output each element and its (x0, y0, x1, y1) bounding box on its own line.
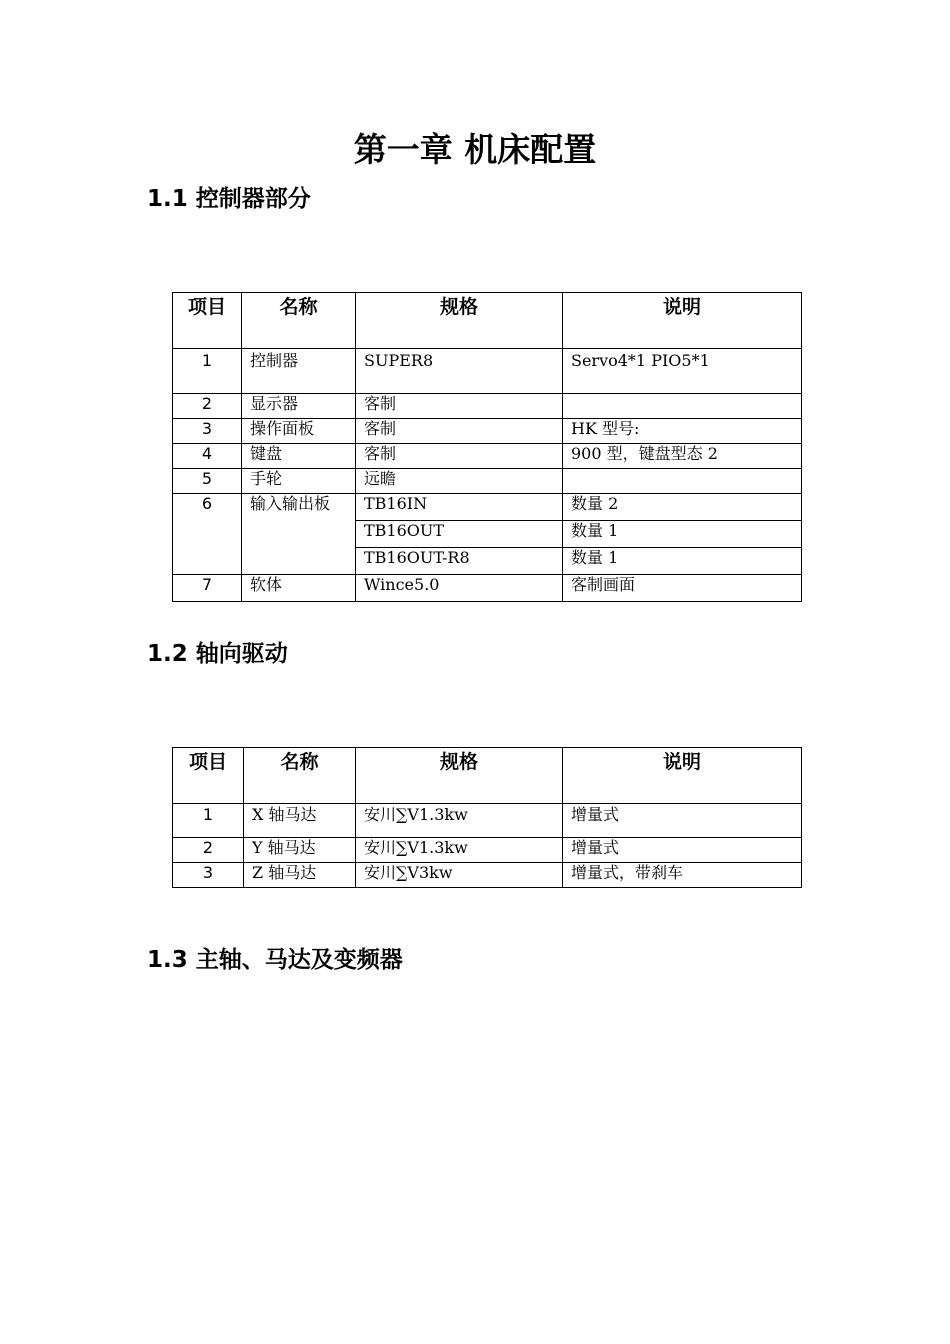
table-row (173, 863, 802, 888)
cell-spec: 安川∑V3kw (356, 863, 563, 888)
table-row (173, 804, 802, 838)
table-row (173, 575, 802, 602)
chapter-title: 第一章 机床配置 (353, 130, 597, 169)
cell-spec: 远瞻 (356, 469, 563, 494)
table-row (173, 838, 802, 863)
cell-name: 操作面板 (242, 419, 356, 444)
axis-drive-table (172, 747, 802, 888)
cell-spec: SUPER8 (356, 349, 563, 394)
controller-table (172, 292, 802, 602)
cell-note: 数量 1 (563, 548, 802, 575)
cell-note: HK 型号: (563, 419, 802, 444)
cell-no: 6 (173, 494, 242, 575)
table-header-row (173, 293, 802, 349)
cell-no: 7 (173, 575, 242, 602)
cell-spec: 安川∑V1.3kw (356, 804, 563, 838)
cell-no: 3 (173, 419, 242, 444)
cell-note: Servo4*1 PIO5*1 (563, 349, 802, 394)
header-note: 说明 (563, 293, 802, 349)
cell-spec: TB16OUT (356, 521, 563, 548)
cell-spec: 客制 (356, 444, 563, 469)
table-row (173, 444, 802, 469)
header-item: 项目 (173, 293, 242, 349)
cell-note: 增量式，带刹车 (563, 863, 802, 888)
cell-no: 4 (173, 444, 242, 469)
cell-no: 5 (173, 469, 242, 494)
cell-note: 增量式 (563, 804, 802, 838)
table-row (173, 469, 802, 494)
cell-name: 软体 (242, 575, 356, 602)
section-heading-spindle: 1.3 主轴、马达及变频器 (147, 947, 403, 973)
table-header-row (173, 748, 802, 804)
cell-spec: Wince5.0 (356, 575, 563, 602)
cell-spec: 安川∑V1.3kw (356, 838, 563, 863)
cell-name: X 轴马达 (244, 804, 356, 838)
cell-note: 数量 1 (563, 521, 802, 548)
header-name: 名称 (244, 748, 356, 804)
cell-name: 手轮 (242, 469, 356, 494)
section-heading-controller: 1.1 控制器部分 (147, 186, 311, 212)
cell-spec: 客制 (356, 419, 563, 444)
table-row (173, 349, 802, 394)
header-note: 说明 (563, 748, 802, 804)
table-row (173, 494, 802, 521)
cell-no: 1 (173, 349, 242, 394)
header-spec: 规格 (356, 293, 563, 349)
cell-note (563, 469, 802, 494)
cell-note: 数量 2 (563, 494, 802, 521)
cell-no: 2 (173, 838, 244, 863)
cell-name: Y 轴马达 (244, 838, 356, 863)
cell-name: 输入输出板 (242, 494, 356, 575)
cell-spec: TB16IN (356, 494, 563, 521)
cell-note (563, 394, 802, 419)
cell-name: 显示器 (242, 394, 356, 419)
table-row (173, 394, 802, 419)
cell-no: 3 (173, 863, 244, 888)
section-heading-axis-drive: 1.2 轴向驱动 (147, 641, 288, 667)
header-item: 项目 (173, 748, 244, 804)
cell-note: 客制画面 (563, 575, 802, 602)
cell-note: 增量式 (563, 838, 802, 863)
cell-name: Z 轴马达 (244, 863, 356, 888)
cell-name: 控制器 (242, 349, 356, 394)
header-spec: 规格 (356, 748, 563, 804)
cell-no: 1 (173, 804, 244, 838)
table-row (173, 419, 802, 444)
cell-spec: TB16OUT-R8 (356, 548, 563, 575)
cell-spec: 客制 (356, 394, 563, 419)
cell-no: 2 (173, 394, 242, 419)
header-name: 名称 (242, 293, 356, 349)
cell-note: 900 型，键盘型态 2 (563, 444, 802, 469)
cell-name: 键盘 (242, 444, 356, 469)
